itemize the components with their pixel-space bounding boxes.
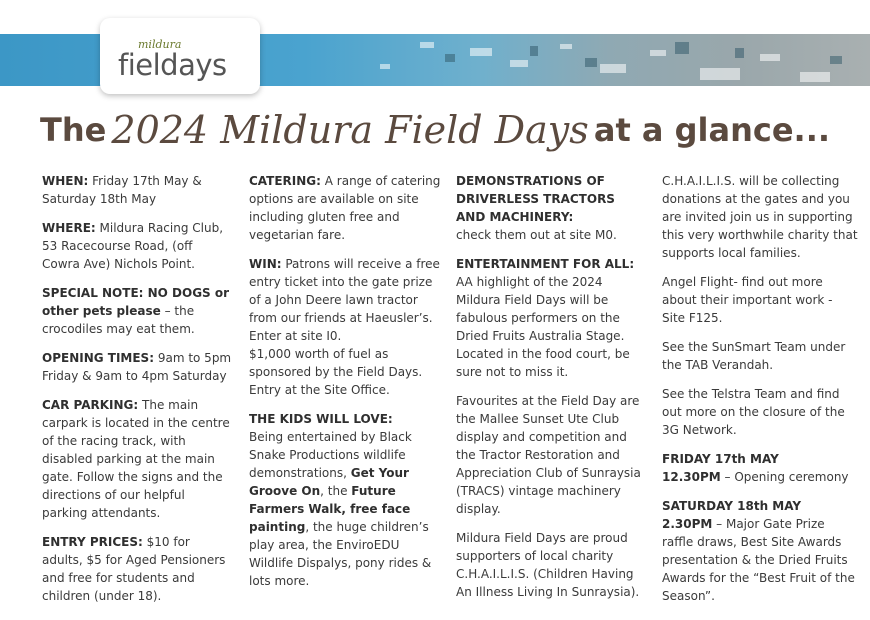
title-script: 2024 Mildura Field Days [111, 108, 589, 152]
opening-times-label: OPENING TIMES: [42, 351, 155, 365]
sunsmart-paragraph [662, 338, 858, 374]
column-1 [42, 172, 234, 616]
angel-flight-text: Angel Flight- find out more about their important work - Site F125. [662, 275, 833, 325]
saturday-schedule [662, 497, 858, 605]
kids-label: THE KIDS WILL LOVE: [249, 412, 393, 426]
title-part-2: at a glance... [593, 111, 831, 149]
saturday-text: – Major Gate Prize raffle draws, Best Site Awards presentation & the Dried Fruits Awards for the “Best Fruit of the Season”. [662, 517, 855, 603]
friday-schedule [662, 450, 858, 486]
kids-text-2: , the [320, 484, 352, 498]
sunsmart-text: See the SunSmart Team under the TAB Verandah. [662, 340, 846, 372]
logo-fieldays-text: fieldays [118, 48, 227, 82]
angel-flight-paragraph [662, 273, 858, 327]
where-text: Mildura Racing Club, 53 Racecourse Road, (off Cowra Ave) Nichols Point. [42, 221, 224, 271]
logo-card[interactable] [100, 18, 260, 94]
entry-prices-label: ENTRY PRICES: [42, 535, 143, 549]
chailis-paragraph [662, 172, 858, 262]
saturday-label: SATURDAY 18th MAY [662, 499, 802, 513]
catering-paragraph [249, 172, 441, 244]
when-label: WHEN: [42, 174, 89, 188]
charity-text: Mildura Field Days are proud supporters of local charity C.H.A.I.L.I.S. (Children Having An Illness Living In Sunraysia). [456, 531, 640, 599]
kids-paragraph [249, 410, 441, 590]
kids-text-3: , the huge children’s play area, the EnviroEDU Wildlife Dispalys, pony rides & lots more. [249, 520, 432, 588]
kids-bold-1: Get Your Groove On [249, 466, 409, 498]
demonstrations-text: check them out at site M0. [456, 228, 617, 242]
opening-times-text: 9am to 5pm Friday & 9am to 4pm Saturday [42, 351, 232, 383]
friday-time: 12.30PM [662, 470, 721, 484]
entry-prices-text: $10 for adults, $5 for Aged Pensioners and free for students and children (under 18). [42, 535, 226, 603]
car-parking-paragraph [42, 396, 234, 522]
favourites-text: Favourites at the Field Day are the Mallee Sunset Ute Club display and competition and the Tractor Restoration and Appreciation Club of Sunraysia (TRACS) vintage machinery display. [456, 394, 641, 516]
entry-prices-paragraph [42, 533, 234, 605]
friday-label: FRIDAY 17th MAY [662, 452, 779, 466]
when-text: Friday 17th May & Saturday 18th May [42, 174, 202, 206]
car-parking-label: CAR PARKING: [42, 398, 139, 412]
entertainment-paragraph [456, 255, 648, 381]
special-note-label: SPECIAL NOTE: NO DOGS or other pets please [42, 286, 230, 318]
special-note-text: – the crocodiles may eat them. [42, 304, 195, 336]
chailis-text: C.H.A.I.L.I.S. will be collecting donations at the gates and you are invited join us in supporting this very worthwhile charity that supports local families. [662, 174, 858, 260]
column-3 [456, 172, 648, 612]
column-4 [662, 172, 858, 616]
fuel-text: $1,000 worth of fuel as sponsored by the Field Days. Entry at the Site Office. [249, 347, 423, 397]
win-paragraph [249, 255, 441, 345]
where-label: WHERE: [42, 221, 96, 235]
title-part-1: The [40, 111, 107, 149]
catering-label: CATERING: [249, 174, 321, 188]
catering-text: A range of catering options are available on site including gluten free and vegetarian fare. [249, 174, 441, 242]
telstra-paragraph [662, 385, 858, 439]
entertainment-text: AA highlight of the 2024 Mildura Field Days will be fabulous performers on the Dried Fruits Australia Stage. Located in the food court, be sure not to miss it. [456, 275, 630, 379]
saturday-time: 2.30PM [662, 517, 713, 531]
kids-bold-2: Future Farmers Walk, free face painting [249, 484, 411, 534]
friday-text: – Opening ceremony [720, 470, 849, 484]
column-2 [249, 172, 441, 601]
special-note-paragraph [42, 284, 234, 338]
favourites-paragraph [456, 392, 648, 518]
kids-text-1: Being entertained by Black Snake Productions wildlife demonstrations, [249, 430, 412, 480]
entertainment-label: ENTERTAINMENT FOR ALL: [456, 257, 635, 271]
opening-times-paragraph [42, 349, 234, 385]
when-paragraph [42, 172, 234, 208]
win-label: WIN: [249, 257, 282, 271]
logo-mildura-text: mildura [138, 38, 182, 51]
demonstrations-paragraph [456, 172, 648, 244]
where-paragraph [42, 219, 234, 273]
fuel-paragraph [249, 345, 441, 399]
telstra-text: See the Telstra Team and find out more on the closure of the 3G Network. [662, 387, 845, 437]
win-text: Patrons will receive a free entry ticket into the gate prize of a John Deere lawn tractor from our friends at Haeusler’s. Enter at site I0. [249, 257, 440, 343]
car-parking-text: The main carpark is located in the centre of the racing track, with disabled parking at the main gate. Follow the signs and the directions of our helpful parking attendants. [42, 398, 230, 520]
charity-paragraph [456, 529, 648, 601]
demonstrations-label: DEMONSTRATIONS OF DRIVERLESS TRACTORS AND MACHINERY: [456, 174, 615, 224]
page-title [40, 108, 830, 164]
